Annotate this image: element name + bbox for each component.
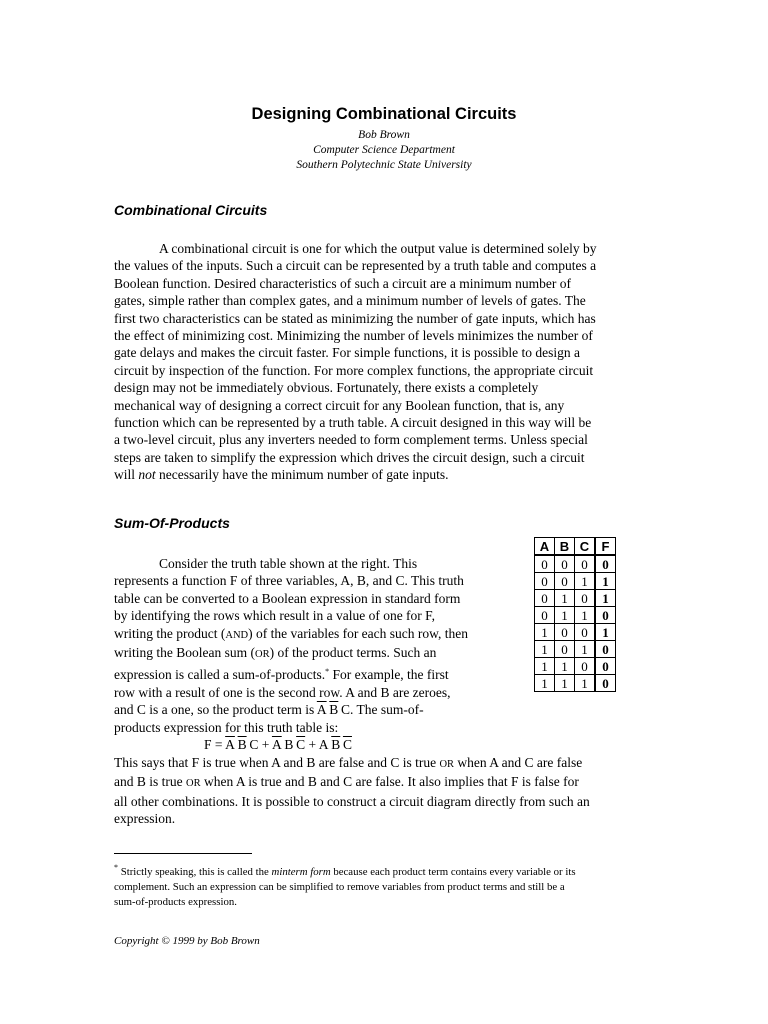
footnote-line: complement. Such an expression can be simplified to remove variables from product terms and still be a <box>114 881 565 893</box>
paragraph-line: Boolean function. Desired characteristics of such a circuit are a minimum number of <box>114 275 571 291</box>
paragraph-line: products expression for this truth table is: <box>114 719 339 735</box>
table-cell: 1 <box>535 641 555 658</box>
paragraph-line: table can be converted to a Boolean expression in standard form <box>114 590 461 606</box>
truth-table-header-a: A <box>535 538 555 556</box>
paragraph-line: represents a function F of three variables, A, B, and C. This truth <box>114 573 464 589</box>
table-cell-output: 0 <box>595 658 616 675</box>
truth-table-header-c: C <box>575 538 596 556</box>
table-cell: 1 <box>555 675 575 692</box>
truth-table-header-row <box>535 538 616 556</box>
table-row <box>535 641 616 658</box>
table-cell: 1 <box>575 641 596 658</box>
sum-of-products-equation: $F = \overline{A}$ $\overline{B}$ $C + \overline{A}$ B $\overline{C} + A$ $\overline{B}$ $\overline{C}$ <box>204 737 352 752</box>
table-cell: 1 <box>535 675 555 692</box>
footnote-line: * Strictly speaking, this is called the minterm form because each product term contains every variable or its <box>114 863 576 878</box>
paragraph-line: expression is called a sum-of-products.* For example, the first <box>114 667 449 683</box>
footnote-line: sum-of-products expression. <box>114 896 237 908</box>
table-cell: 1 <box>575 675 596 692</box>
truth-table <box>534 537 616 692</box>
table-cell: 1 <box>555 658 575 675</box>
equation-explanation-paragraph <box>114 754 590 828</box>
paragraph-line: all other combinations. It is possible to construct a circuit diagram directly from such an <box>114 793 590 809</box>
table-row <box>535 607 616 624</box>
paragraph-line: writing the product (AND) of the variables for each such row, then <box>114 625 469 641</box>
copyright-notice: Copyright © 1999 by Bob Brown <box>114 935 260 947</box>
paragraph-line: function which can be represented by a truth table. A circuit designed in this way will be <box>114 415 592 431</box>
paragraph-line: and C is a one, so the product term is $\overline{A}$ $\overline{B}$ C. The sum-of- <box>114 702 424 718</box>
paragraph-line: steps are taken to simplify the expression which drives the circuit design, such a circuit <box>114 449 585 465</box>
term-a-complement: $\overline{A}$ <box>316 702 327 718</box>
table-row <box>535 590 616 607</box>
table-cell: 0 <box>555 641 575 658</box>
table-cell-output: 0 <box>595 607 616 624</box>
table-row <box>535 573 616 590</box>
footnote <box>114 860 576 910</box>
table-cell: 0 <box>555 555 575 573</box>
section-heading-sum-of-products: Sum-Of-Products <box>114 515 230 531</box>
footnote-divider <box>114 853 252 854</box>
paragraph-line: A combinational circuit is one for which the output value is determined solely by <box>159 241 597 256</box>
author-name: Bob Brown <box>358 129 410 141</box>
emphasis-not: not <box>138 467 156 483</box>
paragraph-line: Consider the truth table shown at the right. This <box>159 556 418 571</box>
table-cell: 0 <box>555 573 575 590</box>
table-cell: 0 <box>535 607 555 624</box>
table-cell-output: 0 <box>595 675 616 692</box>
paragraph-line: the values of the inputs. Such a circuit can be represented by a truth table and computes a <box>114 258 597 274</box>
paragraph-line: first two characteristics can be stated as minimizing the number of gate inputs, which has <box>114 310 596 326</box>
table-cell-output: 1 <box>595 590 616 607</box>
table-row <box>535 675 616 692</box>
paragraph-line: the effect of minimizing cost. Minimizing the number of levels minimizes the number of <box>114 328 593 344</box>
table-row <box>535 658 616 675</box>
table-cell: 0 <box>575 590 596 607</box>
table-cell: 0 <box>575 555 596 573</box>
footnote-marker: * <box>325 667 330 677</box>
section-heading-combinational-circuits: Combinational Circuits <box>114 202 268 218</box>
paragraph-line: by identifying the rows which result in a value of one for F, <box>114 608 435 624</box>
paragraph-line: writing the Boolean sum (OR) of the product terms. Such an <box>114 645 437 661</box>
table-row <box>535 624 616 641</box>
department-name: Computer Science Department <box>313 144 455 156</box>
truth-table-header-f: F <box>595 538 616 556</box>
combinational-circuits-paragraph <box>114 240 597 484</box>
table-cell: 1 <box>535 624 555 641</box>
table-cell-output: 0 <box>595 641 616 658</box>
table-cell-output: 1 <box>595 573 616 590</box>
table-cell: 0 <box>535 590 555 607</box>
paragraph-line: design may not be immediately obvious. Fortunately, there exists a completely <box>114 380 539 396</box>
table-cell: 0 <box>535 555 555 573</box>
table-cell: 0 <box>535 573 555 590</box>
table-cell: 1 <box>575 573 596 590</box>
sum-of-products-paragraph <box>114 555 468 736</box>
table-cell: 0 <box>575 624 596 641</box>
truth-table-header-b: B <box>555 538 575 556</box>
table-row <box>535 555 616 573</box>
paragraph-line: row with a result of one is the second row. A and B are zeroes, <box>114 684 451 700</box>
paragraph-line: gate delays and makes the circuit faster. For simple functions, it is possible to design a <box>114 345 581 361</box>
term-b-complement: $\overline{B}$ <box>329 702 339 718</box>
table-cell: 1 <box>535 658 555 675</box>
document-title: Designing Combinational Circuits <box>251 105 517 123</box>
university-name: Southern Polytechnic State University <box>296 159 472 171</box>
table-cell-output: 0 <box>595 555 616 573</box>
paragraph-line: This says that F is true when A and B are false and C is true OR when A and C are false <box>114 755 583 770</box>
table-cell-output: 1 <box>595 624 616 641</box>
paragraph-line: will not necessarily have the minimum number of gate inputs. <box>114 467 449 483</box>
paragraph-line: mechanical way of designing a correct circuit for any Boolean function, that is, any <box>114 397 565 413</box>
paragraph-line: a two-level circuit, plus any inverters needed to form complement terms. Unless special <box>114 432 588 448</box>
paragraph-line: expression. <box>114 811 176 827</box>
paragraph-line: gates, simple rather than complex gates, and a minimum number of levels of gates. The <box>114 293 586 309</box>
table-cell: 0 <box>555 624 575 641</box>
table-cell: 1 <box>575 607 596 624</box>
paragraph-line: and B is true OR when A is true and B and C are false. It also implies that F is false for <box>114 774 579 790</box>
table-cell: 1 <box>555 590 575 607</box>
table-cell: 0 <box>575 658 596 675</box>
table-cell: 1 <box>555 607 575 624</box>
paragraph-line: circuit by inspection of the function. For more complex functions, the appropriate circuit <box>114 362 594 378</box>
